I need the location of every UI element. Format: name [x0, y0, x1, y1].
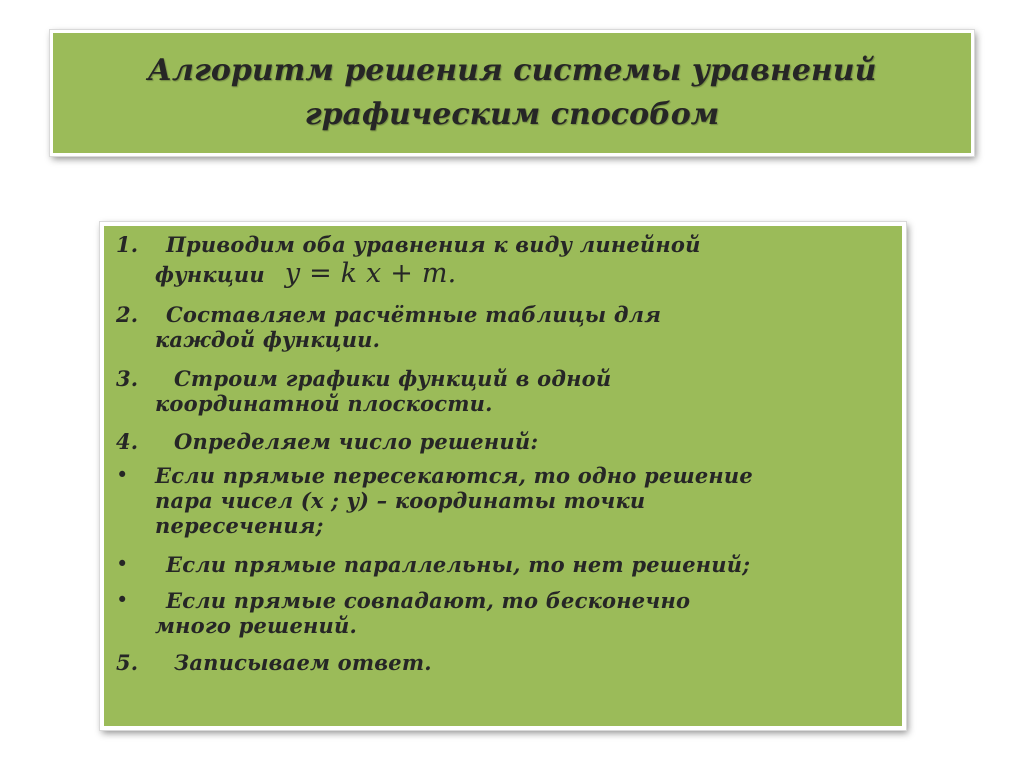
bullet-icon: •: [116, 463, 129, 487]
step-text-line: координатной плоскости.: [155, 391, 493, 416]
step-5: [104, 650, 894, 675]
case-parallel: [104, 552, 894, 577]
step-text: функции: [155, 262, 265, 287]
step-text-line-2: [104, 258, 894, 289]
slide-title: [148, 49, 877, 137]
case-text-line: Если прямые параллельны, то нет решений;: [166, 552, 751, 577]
step-text-line: Составляем расчётные таблицы для: [166, 302, 662, 327]
step-text-line: каждой функции.: [155, 327, 381, 352]
step-text-line: Записываем ответ.: [174, 650, 432, 675]
step-number: 1.: [116, 232, 139, 257]
step-number: 5.: [116, 650, 139, 675]
title-panel: [50, 30, 974, 156]
linear-function-formula: y = k x + m.: [284, 258, 457, 289]
step-1: [104, 232, 894, 287]
step-text-line: Строим графики функций в одной: [174, 366, 612, 391]
case-coincide: [104, 588, 894, 638]
step-number: 4.: [116, 429, 139, 454]
case-text-line: Если прямые совпадают, то бесконечно: [166, 588, 691, 613]
step-4: [104, 429, 894, 454]
step-text-line: Определяем число решений:: [174, 429, 539, 454]
step-text-line: Приводим оба уравнения к виду линейной: [166, 232, 701, 257]
case-text-line: много решений.: [155, 613, 357, 638]
algorithm-panel: [100, 222, 906, 730]
title-line-2: графическим способом: [304, 97, 720, 132]
case-text-line: пересечения;: [155, 513, 324, 538]
step-3: [104, 366, 894, 416]
case-intersect: [104, 463, 894, 538]
step-number: 2.: [116, 302, 139, 327]
title-line-1: Алгоритм решения системы уравнений: [147, 53, 877, 88]
bullet-icon: •: [116, 552, 129, 576]
step-number: 3.: [116, 366, 139, 391]
step-2: [104, 302, 894, 352]
case-text-line: пара чисел (x ; y) – координаты точки: [155, 488, 646, 513]
bullet-icon: •: [116, 588, 129, 612]
case-text-line: Если прямые пересекаются, то одно решение: [155, 463, 753, 488]
